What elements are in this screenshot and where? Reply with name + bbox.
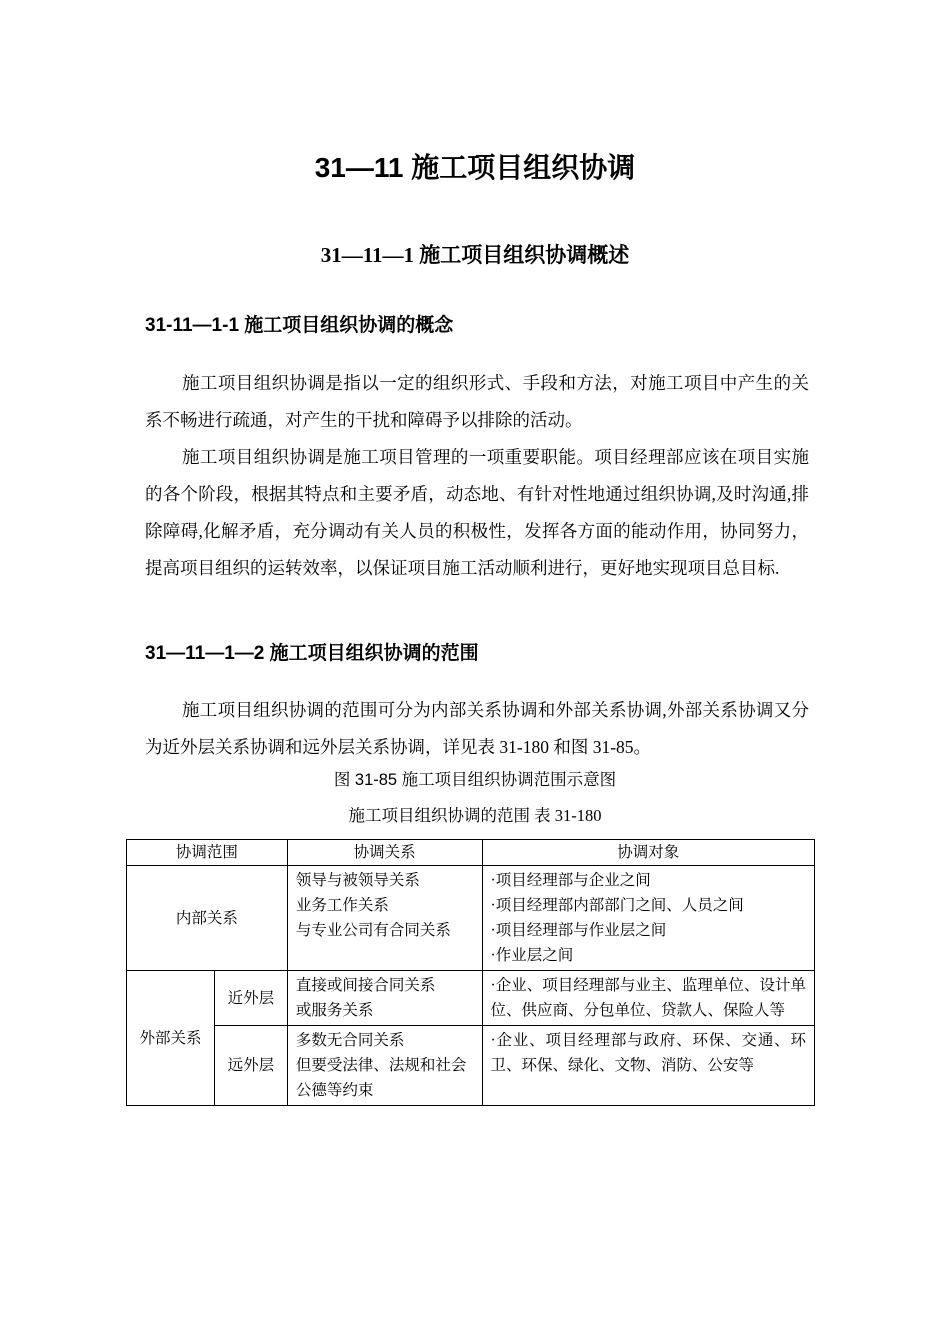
near-relation-line: 或服务关系 <box>295 1002 374 1019</box>
internal-relation-line: 与专业公司有合同关系 <box>295 922 451 939</box>
near-relation-line: 直接或间接合同关系 <box>295 977 436 994</box>
coordination-scope-table <box>126 839 815 1106</box>
near-layer-objects: ·企业、项目经理部与业主、监理单位、设计单位、供应商、分包单位、贷款人、保险人等 <box>482 971 814 1026</box>
near-layer-relations <box>287 971 482 1026</box>
paragraph-scope: 施工项目组织协调的范围可分为内部关系协调和外部关系协调,外部关系协调又分为近外层关系协调和远外层关系协调，详见表 31-180 和图 31-85。 <box>145 700 809 757</box>
internal-object-line: ·项目经理部与作业层之间 <box>490 922 667 939</box>
internal-object-line: ·项目经理部内部部门之间、人员之间 <box>490 897 744 914</box>
far-layer-objects: ·企业、项目经理部与政府、环保、交通、环卫、环保、绿化、文物、消防、公安等 <box>482 1026 814 1106</box>
table-caption: 施工项目组织协调的范围 表 31-180 <box>348 806 602 825</box>
far-layer-label: 远外层 <box>214 1026 287 1106</box>
external-label: 外部关系 <box>127 971 215 1106</box>
far-relation-line: 但要受法律、法规和社会公德等约束 <box>295 1057 467 1099</box>
internal-label: 内部关系 <box>127 866 288 971</box>
table-header-row <box>127 840 815 866</box>
internal-relation-line: 领导与被领导关系 <box>295 872 420 889</box>
subsection-heading-concept: 31-11—1-1 施工项目组织协调的概念 <box>145 315 454 336</box>
near-layer-label: 近外层 <box>214 971 287 1026</box>
internal-object-line: ·作业层之间 <box>490 947 574 964</box>
far-relation-line: 多数无合同关系 <box>295 1032 405 1049</box>
header-object: 协调对象 <box>482 840 814 866</box>
header-scope: 协调范围 <box>127 840 288 866</box>
table-row-internal <box>127 866 815 971</box>
figure-caption: 图 31-85 施工项目组织协调范围示意图 <box>333 771 617 789</box>
subsection-heading-scope: 31—11—1—2 施工项目组织协调的范围 <box>145 643 479 664</box>
paragraph-concept-definition: 施工项目组织协调是指以一定的组织形式、手段和方法，对施工项目中产生的关系不畅进行疏通，对产生的干扰和障碍予以排除的活动。 <box>145 373 809 430</box>
internal-object-line: ·项目经理部与企业之间 <box>490 872 651 889</box>
paragraph-concept-function: 施工项目组织协调是施工项目管理的一项重要职能。项目经理部应该在项目实施的各个阶段，根据其特点和主要矛盾，动态地、有针对性地通过组织协调,及时沟通,排除障碍,化解矛盾，充分调动有关人员的积极性，发挥各方面的能动作用，协同努力，提高项目组织的运转效率，以保证项目施工活动顺利进行，更好地实现项目总目标. <box>145 447 809 578</box>
header-relation: 协调关系 <box>287 840 482 866</box>
internal-relation-line: 业务工作关系 <box>295 897 389 914</box>
internal-relations <box>287 866 482 971</box>
chapter-title: 31—11 施工项目组织协调 <box>314 152 636 183</box>
far-layer-relations <box>287 1026 482 1106</box>
table-row-external-near <box>127 971 815 1026</box>
table-row-external-far <box>127 1026 815 1106</box>
section-title: 31—11—1 施工项目组织协调概述 <box>320 243 630 267</box>
internal-objects <box>482 866 814 971</box>
